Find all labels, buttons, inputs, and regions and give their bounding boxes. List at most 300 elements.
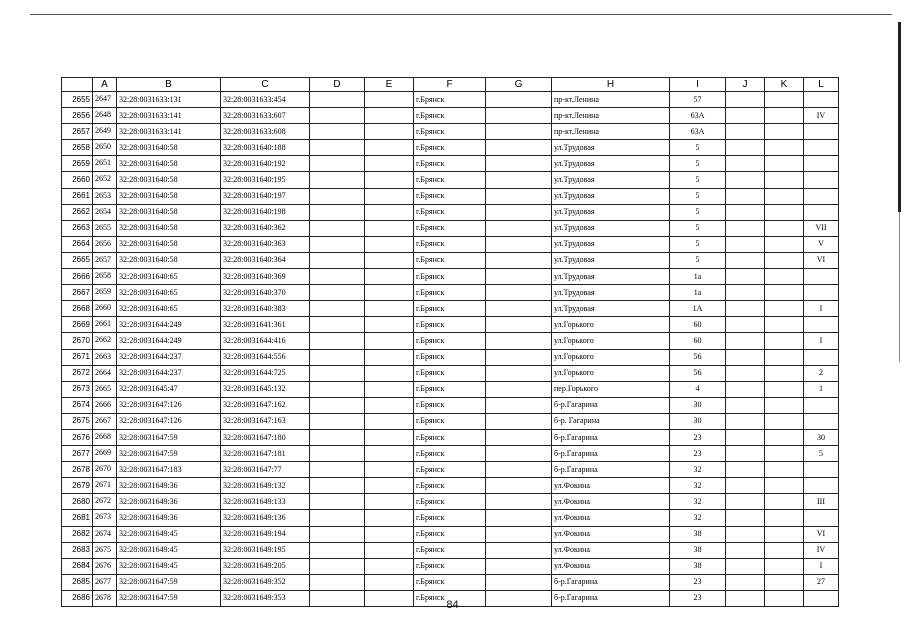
cell-e[interactable] — [365, 510, 414, 526]
cell-h[interactable]: ул.Фокина — [552, 542, 670, 558]
cell-b[interactable]: 32:28:0031644:237 — [117, 349, 221, 365]
cell-j[interactable] — [726, 92, 765, 108]
cell-h[interactable]: б-р.Гагарина — [552, 397, 670, 413]
cell-d[interactable] — [310, 236, 365, 252]
cell-k[interactable] — [765, 574, 804, 590]
cell-l[interactable] — [804, 397, 839, 413]
cell-a[interactable]: 2672 — [93, 494, 117, 510]
cell-i[interactable]: 5 — [670, 156, 726, 172]
cell-a[interactable]: 2655 — [93, 220, 117, 236]
row-number[interactable]: 2668 — [62, 301, 93, 317]
cell-a[interactable]: 2664 — [93, 365, 117, 381]
cell-h[interactable]: ул.Фокина — [552, 478, 670, 494]
cell-e[interactable] — [365, 558, 414, 574]
cell-d[interactable] — [310, 365, 365, 381]
row-number[interactable]: 2662 — [62, 204, 93, 220]
cell-f[interactable]: г.Брянск — [414, 220, 486, 236]
cell-j[interactable] — [726, 140, 765, 156]
cell-j[interactable] — [726, 252, 765, 268]
cell-e[interactable] — [365, 140, 414, 156]
cell-i[interactable]: 5 — [670, 172, 726, 188]
cell-k[interactable] — [765, 108, 804, 124]
cell-a[interactable]: 2677 — [93, 574, 117, 590]
row-number[interactable]: 2672 — [62, 365, 93, 381]
cell-l[interactable]: IV — [804, 542, 839, 558]
cell-f[interactable]: г.Брянск — [414, 381, 486, 397]
cell-l[interactable]: 5 — [804, 446, 839, 462]
cell-k[interactable] — [765, 526, 804, 542]
cell-b[interactable]: 32:28:0031649:45 — [117, 526, 221, 542]
cell-d[interactable] — [310, 446, 365, 462]
cell-h[interactable]: б-р.Гагарина — [552, 429, 670, 445]
row-number[interactable]: 2666 — [62, 269, 93, 285]
cell-l[interactable]: VI — [804, 252, 839, 268]
cell-i[interactable]: 5 — [670, 236, 726, 252]
cell-i[interactable]: 38 — [670, 526, 726, 542]
cell-c[interactable]: 32:28:0031649:195 — [221, 542, 310, 558]
cell-b[interactable]: 32:28:0031640:58 — [117, 140, 221, 156]
cell-k[interactable] — [765, 462, 804, 478]
cell-g[interactable] — [486, 92, 552, 108]
cell-d[interactable] — [310, 478, 365, 494]
cell-e[interactable] — [365, 108, 414, 124]
cell-d[interactable] — [310, 172, 365, 188]
row-number[interactable]: 2658 — [62, 140, 93, 156]
cell-j[interactable] — [726, 333, 765, 349]
cell-l[interactable] — [804, 317, 839, 333]
cell-b[interactable]: 32:28:0031633:141 — [117, 108, 221, 124]
cell-k[interactable] — [765, 140, 804, 156]
cell-d[interactable] — [310, 92, 365, 108]
cell-j[interactable] — [726, 510, 765, 526]
cell-h[interactable]: ул.Фокина — [552, 526, 670, 542]
cell-b[interactable]: 32:28:0031640:58 — [117, 252, 221, 268]
cell-g[interactable] — [486, 188, 552, 204]
cell-b[interactable]: 32:28:0031644:249 — [117, 317, 221, 333]
cell-c[interactable]: 32:28:0031649:352 — [221, 574, 310, 590]
row-number[interactable]: 2665 — [62, 252, 93, 268]
cell-k[interactable] — [765, 381, 804, 397]
row-number[interactable]: 2677 — [62, 446, 93, 462]
row-number[interactable]: 2685 — [62, 574, 93, 590]
cell-h[interactable]: ул.Трудовая — [552, 269, 670, 285]
cell-j[interactable] — [726, 285, 765, 301]
cell-a[interactable]: 2668 — [93, 429, 117, 445]
cell-d[interactable] — [310, 381, 365, 397]
cell-g[interactable] — [486, 317, 552, 333]
cell-f[interactable]: г.Брянск — [414, 365, 486, 381]
column-header-g[interactable]: G — [486, 78, 552, 92]
cell-h[interactable]: ул.Трудовая — [552, 172, 670, 188]
row-number[interactable]: 2681 — [62, 510, 93, 526]
cell-j[interactable] — [726, 397, 765, 413]
cell-g[interactable] — [486, 574, 552, 590]
row-number[interactable]: 2682 — [62, 526, 93, 542]
cell-j[interactable] — [726, 381, 765, 397]
row-number[interactable]: 2661 — [62, 188, 93, 204]
cell-l[interactable] — [804, 269, 839, 285]
cell-f[interactable]: г.Брянск — [414, 156, 486, 172]
cell-d[interactable] — [310, 269, 365, 285]
cell-h[interactable]: ул.Трудовая — [552, 156, 670, 172]
cell-f[interactable]: г.Брянск — [414, 269, 486, 285]
cell-d[interactable] — [310, 413, 365, 429]
cell-k[interactable] — [765, 365, 804, 381]
cell-h[interactable]: ул.Трудовая — [552, 236, 670, 252]
cell-h[interactable]: б-р.Гагарина — [552, 590, 670, 606]
column-header-d[interactable]: D — [310, 78, 365, 92]
cell-d[interactable] — [310, 462, 365, 478]
cell-c[interactable]: 32:28:0031647:180 — [221, 429, 310, 445]
cell-i[interactable]: 60 — [670, 317, 726, 333]
cell-l[interactable]: V — [804, 236, 839, 252]
cell-a[interactable]: 2674 — [93, 526, 117, 542]
cell-g[interactable] — [486, 429, 552, 445]
cell-a[interactable]: 2669 — [93, 446, 117, 462]
cell-a[interactable]: 2663 — [93, 349, 117, 365]
cell-f[interactable]: г.Брянск — [414, 108, 486, 124]
cell-l[interactable] — [804, 510, 839, 526]
cell-d[interactable] — [310, 526, 365, 542]
cell-a[interactable]: 2652 — [93, 172, 117, 188]
cell-a[interactable]: 2671 — [93, 478, 117, 494]
cell-l[interactable]: 27 — [804, 574, 839, 590]
cell-l[interactable]: III — [804, 494, 839, 510]
cell-c[interactable]: 32:28:0031640:192 — [221, 156, 310, 172]
column-header-f[interactable]: F — [414, 78, 486, 92]
cell-k[interactable] — [765, 317, 804, 333]
row-number[interactable]: 2673 — [62, 381, 93, 397]
cell-e[interactable] — [365, 92, 414, 108]
cell-j[interactable] — [726, 462, 765, 478]
cell-g[interactable] — [486, 156, 552, 172]
cell-b[interactable]: 32:28:0031649:36 — [117, 494, 221, 510]
cell-i[interactable]: 56 — [670, 349, 726, 365]
cell-k[interactable] — [765, 301, 804, 317]
cell-i[interactable]: 5 — [670, 220, 726, 236]
cell-h[interactable]: б-р. Гагарина — [552, 413, 670, 429]
row-number[interactable]: 2675 — [62, 413, 93, 429]
cell-a[interactable]: 2675 — [93, 542, 117, 558]
cell-b[interactable]: 32:28:0031647:59 — [117, 574, 221, 590]
cell-l[interactable]: I — [804, 558, 839, 574]
cell-f[interactable]: г.Брянск — [414, 429, 486, 445]
cell-h[interactable]: ул.Фокина — [552, 558, 670, 574]
cell-j[interactable] — [726, 558, 765, 574]
cell-i[interactable]: 4 — [670, 381, 726, 397]
cell-d[interactable] — [310, 156, 365, 172]
cell-b[interactable]: 32:28:0031640:65 — [117, 269, 221, 285]
cell-f[interactable]: г.Брянск — [414, 140, 486, 156]
cell-l[interactable]: I — [804, 301, 839, 317]
row-number[interactable]: 2657 — [62, 124, 93, 140]
cell-j[interactable] — [726, 429, 765, 445]
cell-a[interactable]: 2676 — [93, 558, 117, 574]
cell-b[interactable]: 32:28:0031640:58 — [117, 204, 221, 220]
row-number[interactable]: 2659 — [62, 156, 93, 172]
cell-j[interactable] — [726, 574, 765, 590]
cell-a[interactable]: 2647 — [93, 92, 117, 108]
cell-i[interactable]: 38 — [670, 558, 726, 574]
row-number[interactable]: 2680 — [62, 494, 93, 510]
cell-b[interactable]: 32:28:0031640:58 — [117, 172, 221, 188]
cell-d[interactable] — [310, 317, 365, 333]
cell-l[interactable] — [804, 462, 839, 478]
cell-k[interactable] — [765, 478, 804, 494]
cell-f[interactable]: г.Брянск — [414, 413, 486, 429]
cell-d[interactable] — [310, 349, 365, 365]
cell-k[interactable] — [765, 349, 804, 365]
cell-g[interactable] — [486, 236, 552, 252]
cell-d[interactable] — [310, 510, 365, 526]
row-number[interactable]: 2674 — [62, 397, 93, 413]
cell-h[interactable]: пер.Горького — [552, 381, 670, 397]
cell-f[interactable]: г.Брянск — [414, 204, 486, 220]
cell-g[interactable] — [486, 140, 552, 156]
column-header-b[interactable]: B — [117, 78, 221, 92]
cell-h[interactable]: ул.Фокина — [552, 510, 670, 526]
cell-h[interactable]: ул.Трудовая — [552, 188, 670, 204]
cell-e[interactable] — [365, 156, 414, 172]
cell-a[interactable]: 2666 — [93, 397, 117, 413]
cell-h[interactable]: ул.Горького — [552, 349, 670, 365]
cell-l[interactable]: 1 — [804, 381, 839, 397]
cell-h[interactable]: пр-кт.Ленина — [552, 124, 670, 140]
cell-g[interactable] — [486, 510, 552, 526]
cell-c[interactable]: 32:28:0031644:725 — [221, 365, 310, 381]
cell-h[interactable]: пр-кт.Ленина — [552, 108, 670, 124]
cell-f[interactable]: г.Брянск — [414, 301, 486, 317]
cell-g[interactable] — [486, 204, 552, 220]
row-number[interactable]: 2684 — [62, 558, 93, 574]
cell-b[interactable]: 32:28:0031647:59 — [117, 429, 221, 445]
column-header-l[interactable]: L — [804, 78, 839, 92]
cell-k[interactable] — [765, 397, 804, 413]
cell-i[interactable]: 63А — [670, 124, 726, 140]
cell-b[interactable]: 32:28:0031647:59 — [117, 590, 221, 606]
cell-f[interactable]: г.Брянск — [414, 333, 486, 349]
cell-k[interactable] — [765, 285, 804, 301]
cell-j[interactable] — [726, 124, 765, 140]
cell-i[interactable]: 32 — [670, 494, 726, 510]
cell-i[interactable]: 1А — [670, 301, 726, 317]
cell-i[interactable]: 5 — [670, 204, 726, 220]
row-number[interactable]: 2667 — [62, 285, 93, 301]
cell-d[interactable] — [310, 542, 365, 558]
cell-k[interactable] — [765, 236, 804, 252]
cell-e[interactable] — [365, 317, 414, 333]
cell-i[interactable]: 5 — [670, 252, 726, 268]
cell-d[interactable] — [310, 220, 365, 236]
cell-e[interactable] — [365, 526, 414, 542]
cell-g[interactable] — [486, 397, 552, 413]
cell-b[interactable]: 32:28:0031633:141 — [117, 124, 221, 140]
cell-d[interactable] — [310, 140, 365, 156]
cell-l[interactable]: I — [804, 333, 839, 349]
cell-j[interactable] — [726, 349, 765, 365]
cell-f[interactable]: г.Брянск — [414, 542, 486, 558]
cell-c[interactable]: 32:28:0031647:77 — [221, 462, 310, 478]
cell-b[interactable]: 32:28:0031644:237 — [117, 365, 221, 381]
cell-a[interactable]: 2678 — [93, 590, 117, 606]
cell-e[interactable] — [365, 494, 414, 510]
cell-e[interactable] — [365, 429, 414, 445]
cell-i[interactable]: 32 — [670, 478, 726, 494]
cell-d[interactable] — [310, 397, 365, 413]
cell-g[interactable] — [486, 349, 552, 365]
cell-l[interactable] — [804, 140, 839, 156]
cell-l[interactable] — [804, 413, 839, 429]
cell-k[interactable] — [765, 446, 804, 462]
cell-i[interactable]: 23 — [670, 429, 726, 445]
cell-e[interactable] — [365, 301, 414, 317]
cell-b[interactable]: 32:28:0031649:45 — [117, 542, 221, 558]
cell-a[interactable]: 2657 — [93, 252, 117, 268]
cell-e[interactable] — [365, 124, 414, 140]
cell-k[interactable] — [765, 494, 804, 510]
cell-k[interactable] — [765, 333, 804, 349]
row-number[interactable]: 2664 — [62, 236, 93, 252]
cell-d[interactable] — [310, 108, 365, 124]
cell-f[interactable]: г.Брянск — [414, 236, 486, 252]
cell-g[interactable] — [486, 301, 552, 317]
cell-d[interactable] — [310, 494, 365, 510]
cell-e[interactable] — [365, 478, 414, 494]
cell-f[interactable]: г.Брянск — [414, 446, 486, 462]
column-header-j[interactable]: J — [726, 78, 765, 92]
cell-c[interactable]: 32:28:0031647:163 — [221, 413, 310, 429]
cell-a[interactable]: 2660 — [93, 301, 117, 317]
cell-h[interactable]: пр-кт.Ленина — [552, 92, 670, 108]
cell-g[interactable] — [486, 252, 552, 268]
cell-c[interactable]: 32:28:0031640:195 — [221, 172, 310, 188]
row-number[interactable]: 2656 — [62, 108, 93, 124]
cell-c[interactable]: 32:28:0031640:188 — [221, 140, 310, 156]
cell-c[interactable]: 32:28:0031644:556 — [221, 349, 310, 365]
cell-k[interactable] — [765, 252, 804, 268]
cell-k[interactable] — [765, 542, 804, 558]
column-header-e[interactable]: E — [365, 78, 414, 92]
cell-a[interactable]: 2649 — [93, 124, 117, 140]
cell-b[interactable]: 32:28:0031647:126 — [117, 397, 221, 413]
cell-l[interactable] — [804, 285, 839, 301]
cell-a[interactable]: 2658 — [93, 269, 117, 285]
cell-j[interactable] — [726, 269, 765, 285]
cell-j[interactable] — [726, 172, 765, 188]
cell-c[interactable]: 32:28:0031633:607 — [221, 108, 310, 124]
cell-c[interactable]: 32:28:0031647:162 — [221, 397, 310, 413]
row-number[interactable]: 2676 — [62, 429, 93, 445]
cell-f[interactable]: г.Брянск — [414, 92, 486, 108]
column-header-corner[interactable] — [62, 78, 93, 92]
row-number[interactable]: 2679 — [62, 478, 93, 494]
cell-e[interactable] — [365, 397, 414, 413]
cell-g[interactable] — [486, 220, 552, 236]
cell-l[interactable] — [804, 172, 839, 188]
cell-c[interactable]: 32:28:0031640:197 — [221, 188, 310, 204]
cell-a[interactable]: 2656 — [93, 236, 117, 252]
cell-k[interactable] — [765, 156, 804, 172]
cell-b[interactable]: 32:28:0031640:58 — [117, 236, 221, 252]
cell-a[interactable]: 2653 — [93, 188, 117, 204]
cell-h[interactable]: ул.Трудовая — [552, 220, 670, 236]
cell-k[interactable] — [765, 92, 804, 108]
cell-i[interactable]: 56 — [670, 365, 726, 381]
cell-c[interactable]: 32:28:0031640:370 — [221, 285, 310, 301]
cell-k[interactable] — [765, 269, 804, 285]
cell-g[interactable] — [486, 269, 552, 285]
cell-i[interactable]: 30 — [670, 413, 726, 429]
cell-b[interactable]: 32:28:0031644:249 — [117, 333, 221, 349]
cell-f[interactable]: г.Брянск — [414, 285, 486, 301]
cell-f[interactable]: г.Брянск — [414, 172, 486, 188]
cell-g[interactable] — [486, 285, 552, 301]
cell-j[interactable] — [726, 526, 765, 542]
cell-g[interactable] — [486, 478, 552, 494]
cell-j[interactable] — [726, 236, 765, 252]
cell-k[interactable] — [765, 558, 804, 574]
cell-e[interactable] — [365, 381, 414, 397]
cell-h[interactable]: б-р.Гагарина — [552, 446, 670, 462]
cell-c[interactable]: 32:28:0031640:369 — [221, 269, 310, 285]
cell-a[interactable]: 2651 — [93, 156, 117, 172]
cell-c[interactable]: 32:28:0031645:132 — [221, 381, 310, 397]
cell-g[interactable] — [486, 413, 552, 429]
cell-j[interactable] — [726, 317, 765, 333]
cell-e[interactable] — [365, 269, 414, 285]
cell-j[interactable] — [726, 204, 765, 220]
cell-k[interactable] — [765, 413, 804, 429]
cell-l[interactable] — [804, 478, 839, 494]
column-header-k[interactable]: K — [765, 78, 804, 92]
cell-l[interactable]: VI — [804, 526, 839, 542]
cell-i[interactable]: 1а — [670, 269, 726, 285]
cell-d[interactable] — [310, 558, 365, 574]
cell-l[interactable]: 2 — [804, 365, 839, 381]
cell-b[interactable]: 32:28:0031647:126 — [117, 413, 221, 429]
cell-g[interactable] — [486, 494, 552, 510]
cell-e[interactable] — [365, 220, 414, 236]
column-header-i[interactable]: I — [670, 78, 726, 92]
cell-i[interactable]: 23 — [670, 590, 726, 606]
cell-j[interactable] — [726, 108, 765, 124]
cell-i[interactable]: 32 — [670, 510, 726, 526]
cell-g[interactable] — [486, 462, 552, 478]
cell-g[interactable] — [486, 526, 552, 542]
cell-f[interactable]: г.Брянск — [414, 317, 486, 333]
cell-i[interactable]: 5 — [670, 188, 726, 204]
cell-d[interactable] — [310, 124, 365, 140]
cell-c[interactable]: 32:28:0031641:361 — [221, 317, 310, 333]
cell-a[interactable]: 2648 — [93, 108, 117, 124]
cell-f[interactable]: г.Брянск — [414, 526, 486, 542]
cell-b[interactable]: 32:28:0031640:65 — [117, 285, 221, 301]
cell-e[interactable] — [365, 462, 414, 478]
cell-a[interactable]: 2667 — [93, 413, 117, 429]
cell-c[interactable]: 32:28:0031640:383 — [221, 301, 310, 317]
cell-c[interactable]: 32:28:0031649:353 — [221, 590, 310, 606]
column-header-a[interactable]: A — [93, 78, 117, 92]
row-number[interactable]: 2669 — [62, 317, 93, 333]
cell-g[interactable] — [486, 381, 552, 397]
cell-e[interactable] — [365, 365, 414, 381]
cell-h[interactable]: ул.Трудовая — [552, 140, 670, 156]
cell-c[interactable]: 32:28:0031649:133 — [221, 494, 310, 510]
cell-h[interactable]: ул.Трудовая — [552, 285, 670, 301]
cell-c[interactable]: 32:28:0031640:362 — [221, 220, 310, 236]
cell-d[interactable] — [310, 301, 365, 317]
cell-k[interactable] — [765, 429, 804, 445]
